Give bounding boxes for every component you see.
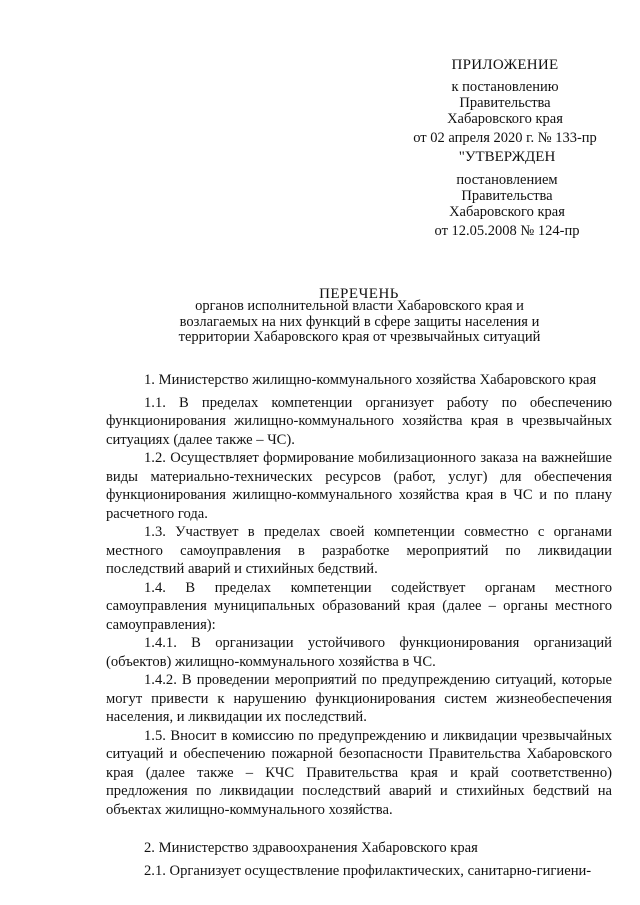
approved-block — [402, 149, 612, 239]
approved-heading: "УТВЕРЖДЕН — [458, 149, 556, 165]
approved-line: Правительства — [461, 188, 553, 204]
appendix-line: Хабаровского края — [447, 111, 563, 127]
paragraph: 1.2. Осуществляет формирование мобилизационного заказа на важнейшие виды материально-технических ресурсов (работ, услуг) для обеспечения функционирования жилищно-коммунального хозяйства края в ЧС и по плану расчетного года. — [106, 450, 612, 522]
document-subtitle — [140, 299, 579, 346]
section-heading: 1. Министерство жилищно-коммунального хозяйства Хабаровского края — [144, 372, 597, 388]
subtitle-line: возлагаемых на них функций в сфере защиты населения и — [179, 313, 540, 330]
paragraph: 1.4. В пределах компетенции содействует органам местного самоуправления муниципальных образований края (далее – органы местного самоуправления): — [106, 579, 612, 633]
approved-line: постановлением — [456, 172, 558, 188]
paragraph: 1.1. В пределах компетенции организует работу по обеспечению функционирования жилищно-коммунального хозяйства края в чрезвычайных ситуациях (далее также – ЧС). — [106, 394, 612, 448]
subtitle-line: территории Хабаровского края от чрезвычайных ситуаций — [178, 329, 541, 345]
document-title: ПЕРЕЧЕНЬ — [319, 286, 399, 302]
paragraph: 1.4.1. В организации устойчивого функционирования организаций (объектов) жилищно-коммунального хозяйства в ЧС. — [106, 635, 612, 670]
paragraph: 2.1. Организует осуществление профилактических, санитарно-гигиени- — [144, 862, 592, 879]
paragraph: 1.4.2. В проведении мероприятий по предупреждению ситуаций, которые могут привести к нарушению функционирования систем жизнеобеспечения населения, и ликвидации их последствий. — [106, 672, 612, 725]
subtitle-line: органов исполнительной власти Хабаровского края и — [195, 298, 524, 314]
approved-line: Хабаровского края — [449, 204, 565, 220]
paragraph: 1.5. Вносит в комиссию по предупреждению и ликвидации чрезвычайных ситуаций и обеспечению пожарной безопасности Правительства Хабаровского края (далее также – КЧС Правительства края и край соответственно) предложения по ликвидации последствий аварий и стихийных бедствий на объектах жилищно-коммунального хозяйства. — [106, 727, 612, 818]
appendix-line: Правительства — [459, 95, 551, 111]
approved-reference: от 12.05.2008 № 124-пр — [434, 223, 580, 239]
document-body — [106, 371, 612, 880]
appendix-heading: ПРИЛОЖЕНИЕ — [451, 57, 559, 73]
paragraph: 1.3. Участвует в пределах своей компетенции совместно с органами местного самоуправления в разработке мероприятий по ликвидации последствий аварий и стихийных бедствий. — [106, 524, 612, 577]
section-heading: 2. Министерство здравоохранения Хабаровского края — [144, 840, 478, 856]
appendix-block — [395, 57, 615, 146]
appendix-line: к постановлению — [451, 79, 559, 95]
appendix-reference: от 02 апреля 2020 г. № 133-пр — [413, 130, 597, 146]
